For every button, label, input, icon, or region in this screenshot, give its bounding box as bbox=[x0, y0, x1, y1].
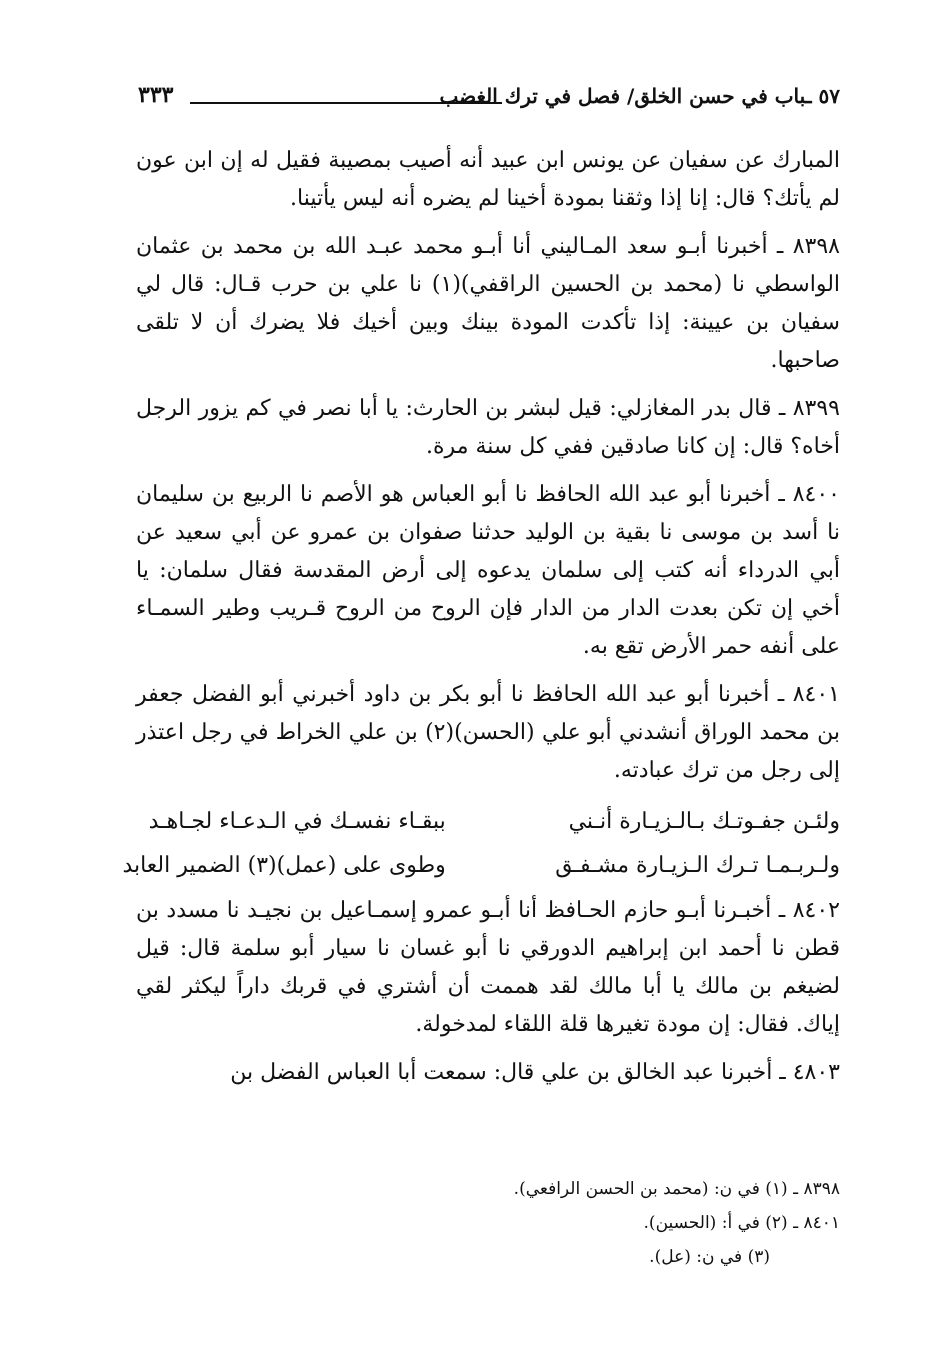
hemistich: ولئـن جفـوتـك بـالـزيـارة أنـني bbox=[568, 809, 840, 834]
running-header bbox=[138, 80, 840, 124]
hemistich: ولـربـمـا تـرك الـزيـارة مشـفـق bbox=[555, 853, 840, 878]
footnotes bbox=[136, 1172, 840, 1274]
chapter-title: ٥٧ ـباب في حسن الخلق/ فصل في ترك الغضب bbox=[439, 84, 840, 108]
footnote-3: (٣) في ن: (عل). bbox=[649, 1247, 770, 1267]
hadith-8401: ٨٤٠١ ـ أخبرنا أبو عبد الله الحافظ نا أبو بكر بن داود أخبرني أبو الفضل جعفر بن محمد الوراق أنشدني أبو علي (الحسن)(٢) بن علي الخراط في رجل اعتذر إلى رجل من ترك عبادته. bbox=[136, 682, 840, 783]
hadith-4803: ٤٨٠٣ ـ أخبرنا عبد الخالق بن علي قال: سمعت أبا العباس الفضل بن bbox=[230, 1060, 840, 1085]
hemistich: ببقـاء نفسـك في الـدعـاء لجـاهـد bbox=[148, 809, 446, 834]
footnote-2: ٨٤٠١ ـ (٢) في أ: (الحسين). bbox=[643, 1213, 840, 1233]
hadith-8399: ٨٣٩٩ ـ قال بدر المغازلي: قيل لبشر بن الحارث: يا أبا نصر في كم يزور الرجل أخاه؟ قال: إن كانا صادقين ففي كل سنة مرة. bbox=[136, 396, 840, 459]
hemistich: وطوى على (عمل)(٣) الضمير العابد bbox=[122, 853, 446, 878]
page-number: ٣٣٣ bbox=[138, 82, 174, 108]
verse-line bbox=[122, 844, 840, 888]
paragraph: المبارك عن سفيان عن يونس ابن عبيد أنه أصيب بمصيبة فقيل له إن ابن عون لم يأتك؟ قال: إنا إذا وثقنا بمودة أخينا لم يضره أنه ليس يأتينا. bbox=[136, 148, 840, 211]
header-rule bbox=[190, 102, 502, 104]
verse-line bbox=[136, 800, 840, 844]
hadith-8398: ٨٣٩٨ ـ أخبرنا أبـو سعد المـاليني أنا أبـو محمد عبـد الله بن محمد بن عثمان الواسطي نا (محمد بن الحسين الراقفي)(١) نا علي بن حرب قـال: قال لي سفيان بن عيينة: إذا تأكدت المودة بينك وبين أخيك فلا يضرك أن لا تلقى صاحبها. bbox=[136, 234, 841, 373]
footnote-1: ٨٣٩٨ ـ (١) في ن: (محمد بن الحسن الرافعي). bbox=[513, 1179, 840, 1199]
main-text bbox=[122, 142, 841, 1102]
hadith-8400: ٨٤٠٠ ـ أخبرنا أبو عبد الله الحافظ نا أبو العباس هو الأصم نا الربيع بن سليمان نا أسد بن موسى نا بقية بن الوليد حدثنا صفوان بن عمرو عن أبي سعيد عن أبي الدرداء أنه كتب إلى سلمان يدعوه إلى أرض المقدسة فقال سلمان: يا أخي إن تكن بعدت الدار من الدار فإن الروح من الروح قـريب وطير السمـاء على أنفه حمر الأرض تقع به. bbox=[136, 482, 840, 659]
poem bbox=[122, 800, 840, 888]
hadith-8402: ٨٤٠٢ ـ أخبـرنا أبـو حازم الحـافظ أنا أبـو عمرو إسمـاعيل بن نجيـد نا مسدد بن قطن نا أحمد ابن إبراهيم الدورقي نا أبو غسان نا سيار أبو سلمة قال: قيل لضيغم بن مالك يا أبا مالك لقد هممت أن أشتري في قربك داراً ليكثر لقي إياك. فقال: إن مودة تغيرها قلة اللقاء لمدخولة. bbox=[136, 898, 840, 1037]
